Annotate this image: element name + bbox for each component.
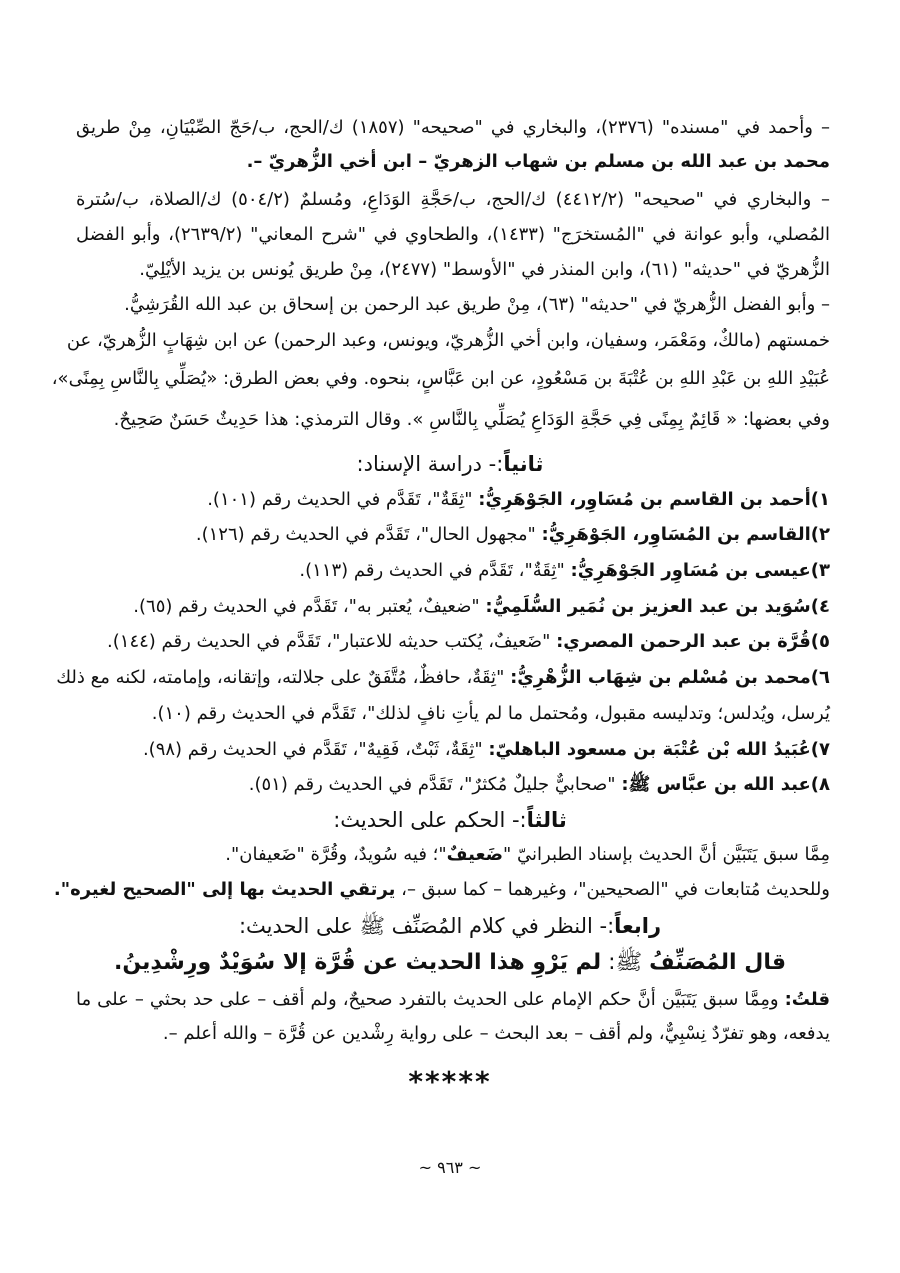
narrator-name: قُرَّة بن عبد الرحمن المصري: [556, 631, 811, 652]
text-line: خمستهم (مالكٌ، ومَعْمَر، وسفيان، وابن أخي الزُّهريّ، ويونس، وعبد الرحمن) عن ابن شِهَابٍ الزُّهريّ، عن [66, 330, 830, 351]
narrator-item: ٧)عُبَيدُ الله بْن عُتْبَة بن مسعود الباهليّ: "ثِقَةٌ، ثَبْتٌ، فَقِيهٌ"، تَقَدَّم في الحديث رقم (٩٨). [142, 739, 830, 760]
narrator-item: ٤)سُوَيد بن عبد العزيز بن نُمَير السُّلَمِيُّ: "ضعيفٌ، يُعتبر به"، تَقَدَّم في الحديث رقم (٦٥). [133, 596, 830, 617]
ruling-line: مِمَّا سبق يَتَبَيَّن أنَّ الحديث بإسناد الطبرانيّ "ضَعيفٌ"؛ فيه سُويدٌ، وقُرَّة "ضَعيفان". [225, 844, 830, 865]
text-line: – وأبو الفضل الزُّهريّ في "حديثه" (٦٣)، مِنْ طريق عبد الرحمن بن إسحاق بن عبد الله القُرَشِيُّ. [124, 294, 830, 315]
page-number: ~ ٩٦٣ ~ [418, 1158, 482, 1177]
separator-stars: ***** [408, 1065, 492, 1098]
section-heading [0, 452, 900, 476]
narrator-name: عبد الله بن عبَّاس ﷺ: [621, 774, 811, 795]
section-title: ثالثاً [526, 808, 567, 832]
narrator-name: محمد بن مُسْلم بن شِهَاب الزُّهْرِيُّ: [510, 667, 811, 688]
conclusion-line: قلتُ: ومِمَّا سبق يَتَبَيَّن أنَّ حكم الإمام على الحديث بالتفرد صحيحٌ، ولم أقف – على حد بحثي – على ما [76, 989, 830, 1010]
narrator-item: ١)أحمد بن القاسم بن مُسَاوِر، الجَوْهَرِيُّ: "ثِقَةٌ"، تَقَدَّم في الحديث رقم (١٠١). [207, 489, 830, 510]
ruling-line: وللحديث مُتابعات في "الصحيحين"، وغيرهما – كما سبق –، يرتقي الحديث بها إلى "الصحيح لغيره". [53, 879, 830, 900]
narrator-name: القاسم بن المُسَاوِر، الجَوْهَرِيُّ: [541, 524, 811, 545]
text-line: محمد بن عبد الله بن مسلم بن شهاب الزهريّ – ابن أخي الزُّهريّ –. [246, 151, 830, 172]
narrator-item: ٦)محمد بن مُسْلم بن شِهَاب الزُّهْرِيُّ: "ثِقَةٌ، حافظٌ، مُتَّفَقٌ على جلالته، وإتقانه، وإمامته، لكنه مع ذلك [56, 667, 830, 688]
section-subtitle: :- الحكم على الحديث: [333, 808, 527, 832]
text-line: – وأحمد في "مسنده" (٢٣٧٦)، والبخاري في "صحيحه" (١٨٥٧) ك/الحج، ب/حَجّ الصِّبْيَانِ، مِنْ طريق [76, 117, 830, 138]
conclusion-line: يدفعه، وهو تفرّدٌ نِسْبِيٌّ، ولم أقف – بعد البحث – على رواية رِشْدين عن قُرَّة – والله أعلم –. [162, 1023, 830, 1044]
narrator-name: سُوَيد بن عبد العزيز بن نُمَير السُّلَمِيُّ: [485, 596, 811, 617]
text-line: وفي بعضها: « قَائِمٌ بِمِنًى فِي حَجَّةِ الوَدَاعِ يُصَلِّي بِالنَّاسِ ». وقال الترمذي: هذا حَدِيثٌ حَسَنٌ صَحِيحٌ. [113, 409, 830, 430]
narrator-continuation: يُرسل، ويُدلس؛ وتدليسه مقبول، ومُحتمل ما لم يأتِ نافٍ لذلك"، تَقَدَّم في الحديث رقم (١٠). [151, 703, 830, 724]
text-line: – والبخاري في "صحيحه" (٤٤١٢/٢) ك/الحج، ب/حَجَّةِ الوَدَاعِ، ومُسلمٌ (٥٠٤/٢) ك/الصلاة، ب/سُترة [76, 189, 830, 210]
narrator-item: ٥)قُرَّة بن عبد الرحمن المصري: "ضَعيفٌ، يُكتب حديثه للاعتبار"، تَقَدَّم في الحديث رقم (١٤٤). [107, 631, 830, 652]
author-quote: قال المُصَنِّفُ ﷺ: لم يَرْوِ هذا الحديث عن قُرَّة إلا سُوَيْدٌ ورِشْدِينُ. [114, 950, 786, 975]
narrator-name: عُبَيدُ الله بْن عُتْبَة بن مسعود الباهليّ: [488, 739, 811, 760]
section-subtitle: :- النظر في كلام المُصَنِّف ﷺ على الحديث: [238, 914, 615, 938]
section-subtitle: :- دراسة الإسناد: [356, 452, 504, 476]
narrator-item: ٣)عيسى بن مُسَاوِر الجَوْهَرِيُّ: "ثِقَةٌ"، تَقَدَّم في الحديث رقم (١١٣). [299, 560, 830, 581]
narrator-name: أحمد بن القاسم بن مُسَاوِر، الجَوْهَرِيُّ: [478, 489, 811, 510]
section-title: ثانياً [503, 452, 544, 476]
text-line: الزُّهريّ في "حديثه" (٦١)، وابن المنذر في "الأوسط" (٢٤٧٧)، مِنْ طريق يُونس بن يزيد الأيْلِيّ. [139, 259, 830, 280]
section-title: رابعاً [614, 914, 662, 938]
narrator-name: عيسى بن مُسَاوِر الجَوْهَرِيُّ: [570, 560, 811, 581]
narrator-item: ٨)عبد الله بن عبَّاس ﷺ: "صحابيٌّ جليلٌ مُكثرٌ"، تَقَدَّم في الحديث رقم (٥١). [248, 774, 830, 795]
section-heading [0, 913, 900, 944]
text-line: المُصلي، وأبو عوانة في "المُستخرَج" (١٤٣٣)، والطحاوي في "شرح المعاني" (٢٦٣٩/٢)، وأبو الفضل [76, 224, 831, 245]
text-line: عُبَيْدِ اللهِ بن عَبْدِ اللهِ بن عُتْبَةَ بن مَسْعُودٍ، عن ابن عَبَّاسٍ، بنحوه. وفي بعض الطرق: «يُصَلِّي بِالنَّاسِ بِمِنًى»، [51, 368, 830, 389]
section-heading [0, 808, 900, 832]
narrator-item: ٢)القاسم بن المُسَاوِر، الجَوْهَرِيُّ: "مجهول الحال"، تَقَدَّم في الحديث رقم (١٢٦). [195, 524, 830, 545]
